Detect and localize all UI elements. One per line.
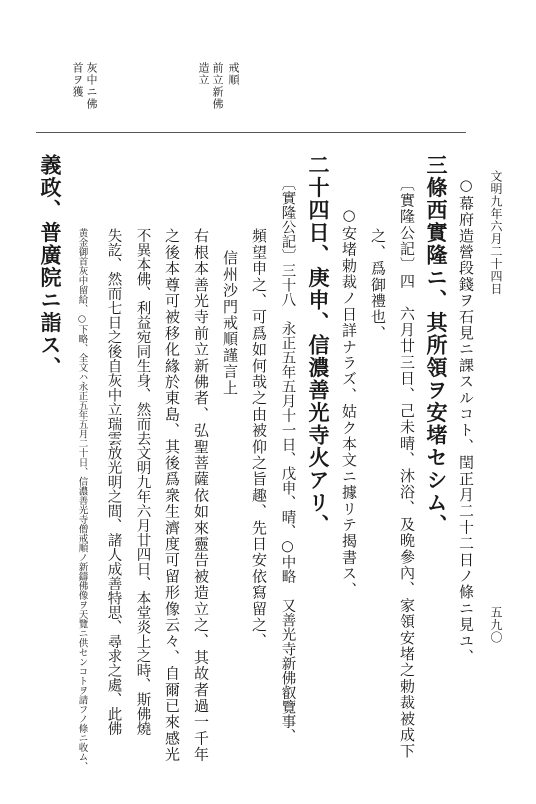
page-header: 文明九年六月二十四日 (489, 170, 503, 295)
citation-text: 之、爲御禮也、 (369, 228, 387, 342)
citation-text: 〔實隆公記〕四 六月廿三日、己未晴、沐浴、及晩參內、家領安堵之勅裁被成下 (398, 176, 416, 760)
document-title: 信州沙門戒順謹言上 (221, 250, 239, 396)
entry-heading: 三條西實隆ニ、其所領ヲ安堵セシム、 (424, 154, 449, 537)
document-text: 失訖、然而七日之後自灰中立瑞雲放光明之間、諸人成善特思、尋求之處、此佛 (105, 228, 122, 736)
citation-text: 〔實隆公記〕三十八 永正五年五月十一日、戊申、晴、○中略 又善光寺新佛叡覽事、 (279, 176, 296, 743)
margin-note: 前立新佛 (211, 62, 224, 110)
document-text: 不異本佛、利益宛同生身、然而去文明九年六月廿四日、本堂炎上之時、斯佛燒 (134, 228, 151, 736)
margin-note: 造立 (197, 62, 210, 86)
page-number: 五九〇 (489, 606, 503, 644)
citation-text: 頻望申之、可爲如何哉之由被仰之旨趣、先日安依寫留之、 (250, 228, 268, 650)
margin-note: 灰中ニ佛 (85, 62, 98, 110)
margin-note: 戒順 (227, 62, 240, 86)
editorial-note: ○安堵勅裁ノ日詳ナラズ、姑ク本文ニ據リテ揭書ス、 (340, 206, 358, 598)
entry-heading: 義政、普廣院ニ詣ス、 (38, 154, 63, 379)
margin-note: 首ヲ獲 (71, 62, 84, 98)
entry-heading: 二十四日、庚申、信濃善光寺火アリ、 (306, 154, 331, 537)
document-text: 右根本善光寺前立新佛者、弘聖菩薩依如來靈告被造立之、其故者過一千年 (192, 228, 210, 763)
margin-rule (36, 132, 466, 133)
document-text: 黄金御首灰中留給、○下略、全文ハ永正五年五月二十日、信濃善光寺僧戒順ノ新鑄佛像ヲ天覽ニ供センコトヲ請フノ條ニ收ム、 (76, 228, 88, 771)
document-text: 之後本尊可被移化緣於東島、其後爲衆生濟度可留形像云々、自爾已來感光 (163, 228, 181, 763)
entry-text: ○幕府造營段錢ヲ石見ニ課スルコト、閏正月二十二日ノ條ニ見ユ、 (457, 176, 475, 665)
